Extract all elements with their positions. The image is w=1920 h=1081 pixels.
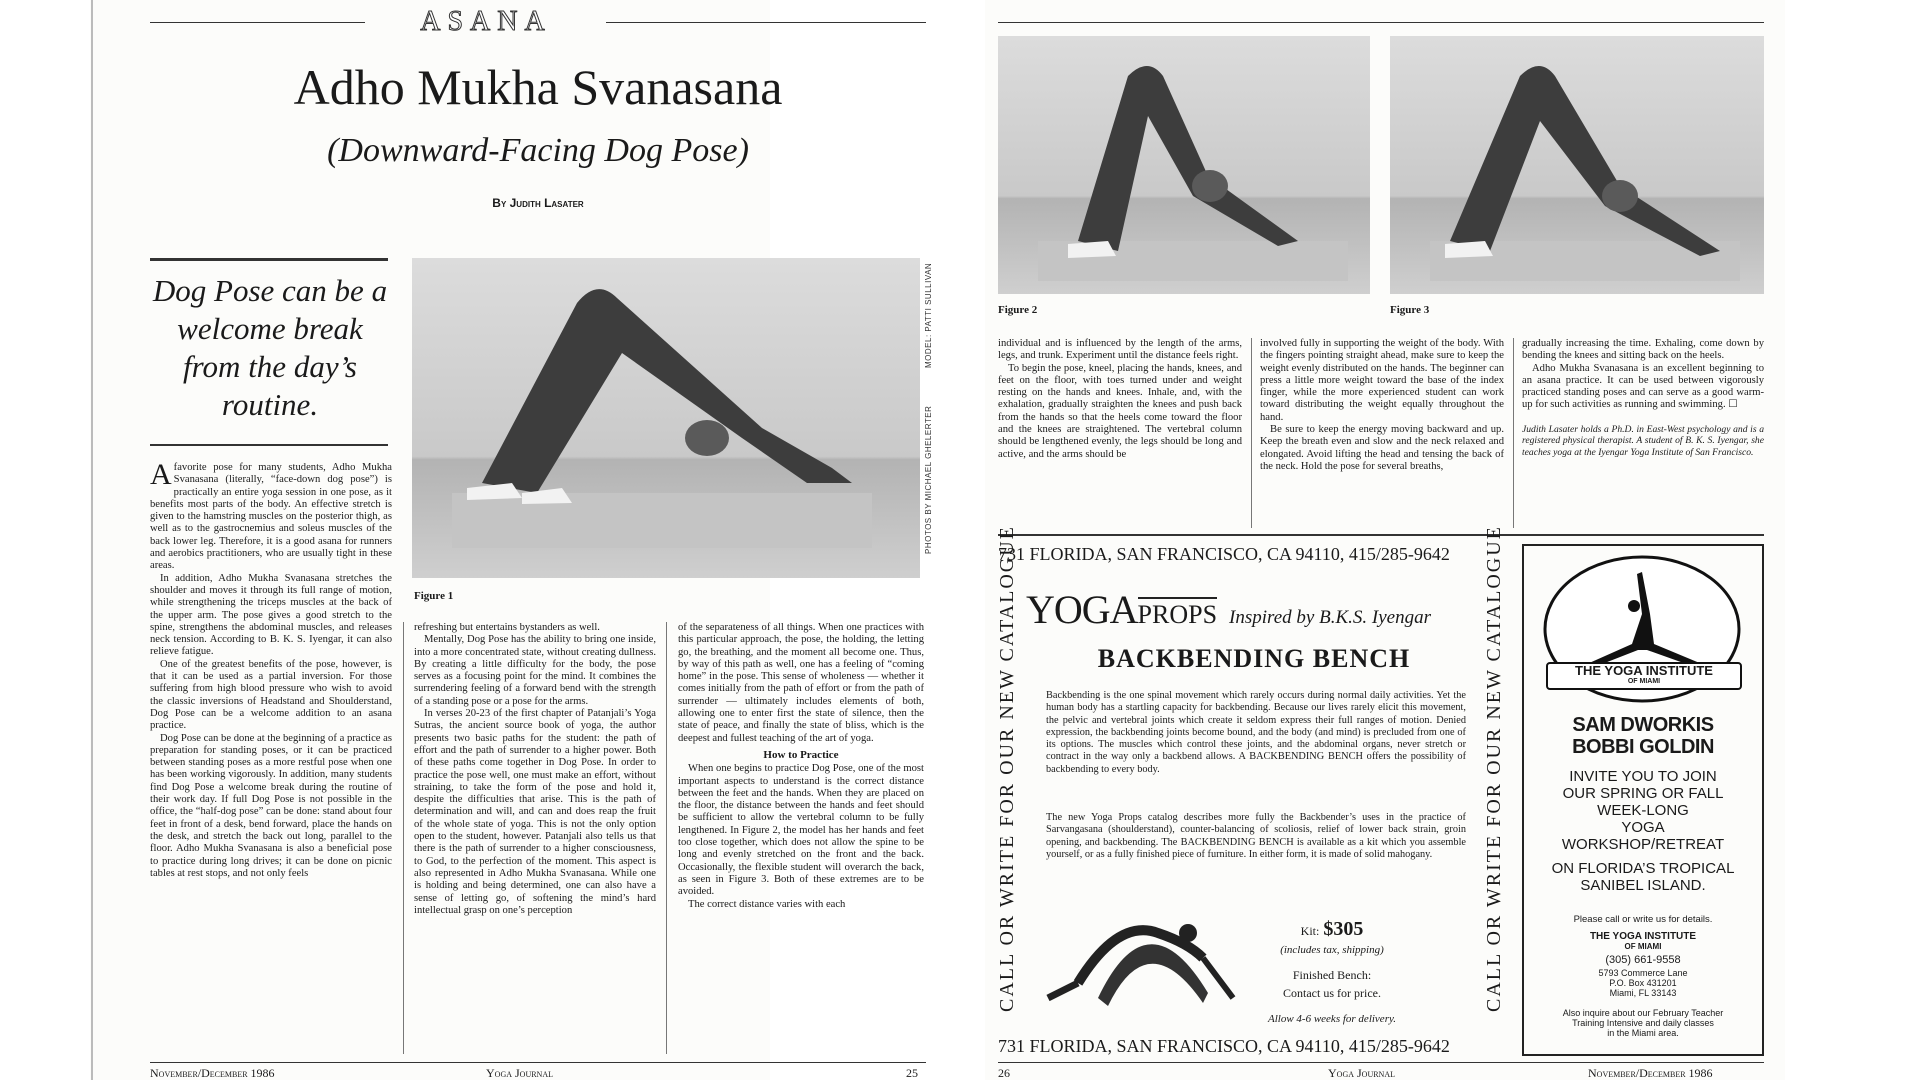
yoga-institute-ad xyxy=(1522,544,1764,1056)
right-divider-1 xyxy=(1251,338,1252,528)
photo-credit: PHOTOS BY MICHAEL GHELERTER xyxy=(924,405,933,554)
ad1-address-top: 731 FLORIDA, SAN FRANCISCO, CA 94110, 415/285-9642 xyxy=(998,544,1450,564)
ad2-invite-line: INVITE YOU TO JOIN xyxy=(1569,768,1717,785)
right-column-c xyxy=(1522,338,1764,528)
col1-para-2: In addition, Adho Mukha Svanasana stretches the shoulder and moves it through its full range of motion, while strengthening the triceps muscles at the back of the upper arm. The pose gives a good stretch to the spine, strengthens the abdominal muscles, and releases neck tension. According to B. K. S. Iyengar, it can also relieve fatigue. xyxy=(150,572,392,658)
column-divider-1 xyxy=(403,622,404,1054)
column-divider-2 xyxy=(666,622,667,1054)
figure2-photo xyxy=(998,36,1370,294)
ad2-please: Please call or write us for details. xyxy=(1573,914,1713,925)
ad2-invite-line: WORKSHOP/RETREAT xyxy=(1561,836,1725,853)
ad2-inquire-line: Training Intensive and daily classes xyxy=(1572,1018,1714,1028)
ad2-names-1: SAM DWORKIS xyxy=(1572,714,1714,736)
ad1-address-bottom: 731 FLORIDA, SAN FRANCISCO, CA 94110, 415/285-9642 xyxy=(998,1036,1450,1056)
ad2-location-line: ON FLORIDA’S TROPICAL xyxy=(1551,860,1735,877)
ad2-inquire-line: Also inquire about our February Teacher xyxy=(1562,1008,1724,1018)
ad2-names-2: BOBBI GOLDIN xyxy=(1572,736,1714,758)
col2-para-3: In verses 20-23 of the first chapter of Patanjali’s Yoga Sutras, the ancient source book of yoga, the author presents two basic paths for the student: the path of effort and the path of surrender to a higher power. Both of these paths come together in Dog Pose. In order to practice the pose well, one must make an effort, without straining, to take the form of the pose and hold it, despite the difficulties that arise. This is the path of determination and will, and can and does reap the fruit of the whole state of yoga. This is not the only option open to the student, however. Patanjali also tells us that there is the path of surrender to a higher consciousness, to God, to the perfection of the moment. This aspect is also represented in Adho Mukha Svanasana. While one is holding and being determined, one can also have a sense of letting go, of softening the mind’s hard intellectual grasp on one’s perception xyxy=(414,708,656,916)
ad2-org-line2: OF MIAMI xyxy=(1624,942,1662,951)
figure1-caption: Figure 1 xyxy=(414,590,454,602)
colB-para-2: Be sure to keep the energy moving backward and up. Keep the breath even and slow and the neck relaxed and elongated. Avoid lifting the head and tensing the back of the neck. Hold the pose for several breaths, xyxy=(1260,424,1504,472)
colC-para-2: Adho Mukha Svanasana is an excellent beginning to an asana practice. It can be used between vigorously practiced standing poses and can serve as a good warm-up for such activities as running and swimming. ☐ xyxy=(1522,362,1764,411)
left-footer-rule xyxy=(150,1062,926,1063)
pullquote-bottom-rule xyxy=(150,444,388,446)
ad1-para-1: Backbending is the one spinal movement which rarely occurs during normal daily activities. Yet the human body has a startling capacity for backbending. Because our lives rarely elicit this movement, the pelvic and vertebral joints which create it seldom express their full ranges of motion. Denied expression, the backbending joints become bound, and the body (and mind) is precluded from one of its options. The muscles which control these joints, and the abdominal organs, never stretch or contract in the way only a backbend allows. A BACKBENDING BENCH offers the possibility of backbending to every body. xyxy=(1046,690,1466,775)
ad1-finished-label: Finished Bench: xyxy=(1292,968,1372,982)
ad1-headline: BACKBENDING BENCH xyxy=(1097,644,1411,673)
right-divider-2 xyxy=(1513,338,1514,528)
header-rule-left xyxy=(150,22,365,23)
right-header-rule xyxy=(998,22,1764,23)
how-to-practice-heading: How to Practice xyxy=(763,748,839,761)
article-column-1 xyxy=(150,462,392,1054)
pullquote-top-rule xyxy=(150,258,388,261)
ad2-inquire xyxy=(1524,1008,1762,1038)
left-page-edge xyxy=(91,0,93,1080)
ad2-logo-banner xyxy=(1546,662,1742,690)
left-footer-page: 25 xyxy=(906,1066,918,1080)
ad2-org xyxy=(1524,932,1762,952)
ad2-location-line: SANIBEL ISLAND. xyxy=(1580,877,1706,894)
ad1-kit xyxy=(1262,918,1402,941)
colB-para-1: involved fully in supporting the weight of the body. With the fingers pointing straight ahead, make sure to keep the weight evenly distributed on the hands. The beginner can press a little more weight toward the base of the index finger, while the more experienced student can work toward distributing the weight equally throughout the hand. xyxy=(1260,338,1504,423)
left-footer-journal: Yoga Journal xyxy=(486,1066,553,1080)
article-column-2 xyxy=(414,622,656,1054)
ad2-address xyxy=(1524,968,1762,998)
backbending-bench-illustration xyxy=(1038,888,1248,1013)
colC-para-1: gradually increasing the time. Exhaling, come down by bending the knees and sitting back on the heels. xyxy=(1522,338,1764,362)
author-bio: Judith Lasater holds a Ph.D. in East-West psychology and is a registered physical therapist. A student of B. K. S. Iyengar, she teaches yoga at the Iyengar Yoga Institute of San Francisco. xyxy=(1522,423,1764,458)
right-column-a xyxy=(998,338,1242,528)
col3-para-1: of the separateness of all things. When one practices with this particular approach, the pose, the holding, the letting go, the breathing, and the moment all become one. Thus, by way of this path as well, one has a feeling of “coming home” in the pose. This sense of wholeness — whether it comes initially from the path of effort or from the path of surrender — ultimately includes elements of both, allowing one to enter first the state of silence, then the state of peace, and finally the state of bliss, which is the deepest and fullest teaching of the art of yoga. xyxy=(678,622,924,744)
ad2-address-line: Miami, FL 33143 xyxy=(1609,988,1677,998)
ad2-invite xyxy=(1524,768,1762,853)
ad1-delivery: Allow 4-6 weeks for delivery. xyxy=(1268,1013,1396,1025)
ad1-tagline: Inspired by B.K.S. Iyengar xyxy=(1229,607,1431,628)
ad1-kit-label: Kit: xyxy=(1300,924,1320,938)
colA-para-2: To begin the pose, kneel, placing the hands, knees, and feet on the floor, with toes turned under and weight resting on the hands and knees. Inhale, and, with the exhalation, gradually straighten the knees and push back from the hands so that the heels come toward the floor and the knees are straightened. The vertebral column should be lengthened evenly, the legs should be long and active, and the arms should be xyxy=(998,362,1242,460)
yogaprops-ad xyxy=(996,525,1505,1060)
ad1-brand-yoga: YOGA xyxy=(1026,587,1138,632)
drop-cap: A xyxy=(150,462,172,491)
ad1-side-text-left: CALL OR WRITE FOR OUR NEW CATALOGUE xyxy=(996,525,1018,1012)
ad2-invite-line: YOGA xyxy=(1621,819,1665,836)
col3-para-2: When one begins to practice Dog Pose, one of the most important aspects to understand is the correct distance between the feet and the hands. When they are placed on the floor, the distance between the hands and feet should be sufficient to allow the vertebral column to be fully lengthened. In Figure 2, the model has her hands and feet too close together, which does not allow the spine to be long and evenly stretched on the front and the back. Occasionally, the flexible student will overarch the back, as seen in Figure 3. Both of these extremes are to be avoided. xyxy=(678,763,924,898)
col3-para-3: The correct distance varies with each xyxy=(688,898,846,910)
ad2-logo-line2: OF MIAMI xyxy=(1627,678,1661,685)
right-footer-rule xyxy=(998,1062,1764,1063)
figure1-photo xyxy=(412,258,920,578)
ad2-address-line: P.O. Box 431201 xyxy=(1609,978,1677,988)
figure2-caption: Figure 2 xyxy=(998,304,1038,316)
col2-para-1: refreshing but entertains bystanders as well. xyxy=(414,622,600,633)
col1-para-4: Dog Pose can be done at the beginning of a practice as preparation for standing poses, or it can be practiced between standing poses as a more restful pose when one has been working vigorously. In addition, many students find Dog Pose a welcome break during the routine of their work day. If full Dog Pose is not possible in the office, the “half-dog pose” can be done: stand about four feet in front of a desk, bend forward, place the hands on the desk, and stretch the back out long, parallel to the floor. Adho Mukha Svanasana is also a beneficial pose to practice during long drives; it can be done on picnic tables at rest stops, and not only feels xyxy=(150,732,392,879)
ad1-kit-note: (includes tax, shipping) xyxy=(1280,944,1384,956)
ad2-phone: (305) 661-9558 xyxy=(1605,954,1681,966)
figure3-photo xyxy=(1390,36,1764,294)
ad1-brand-props: PROPS xyxy=(1138,597,1218,629)
ad1-para-2: The new Yoga Props catalog describes more fully the Backbender’s uses in the practice of Sarvangasana (shoulderstand), counter-balancing of scoliosis, relief of lower back strain, groin opening, and backbending. The BACKBENDING BENCH is available as a kit which you assemble yourself, or as a fully finished piece of furniture. In either form, it is made of solid mahogany. xyxy=(1046,812,1466,860)
right-footer-page: 26 xyxy=(998,1066,1010,1080)
ad1-side-text-right: CALL OR WRITE FOR OUR NEW CATALOGUE xyxy=(1483,525,1505,1012)
figure3-caption: Figure 3 xyxy=(1390,304,1430,316)
ad2-inquire-line: in the Miami area. xyxy=(1607,1028,1679,1038)
ad2-invite-line: WEEK-LONG xyxy=(1597,802,1689,819)
right-footer-journal: Yoga Journal xyxy=(1328,1066,1395,1080)
right-mid-rule xyxy=(998,534,1764,536)
article-subtitle: (Downward-Facing Dog Pose) xyxy=(327,132,749,169)
col1-para-3: One of the greatest benefits of the pose, however, is that it can be used as a partial inversion. For those suffering from high blood pressure who wish to avoid the classic inversions of Headstand and Shoulderstand, Dog Pose can be a welcome addition to an asana practice. xyxy=(150,658,392,732)
byline: By Judith Lasater xyxy=(492,196,584,210)
ad2-org-line1: THE YOGA INSTITUTE xyxy=(1589,931,1697,942)
col1-para-1: Afavorite pose for many students, Adho Mukha Svanasana (literally, “face-down dog pose”) is practically an entire yoga session in one pose, as it benefits most parts of the body. An effective stretch is given to the hamstring muscles on the posterior thigh, as well as to the gastrocnemius and soleus muscles of the back lower leg. Therefore, it is a good asana for runners and aerobics practitioners, who are usually tight in these areas. xyxy=(150,462,392,572)
pull-quote: Dog Pose can be a welcome break from the day’s routine. xyxy=(152,273,388,422)
article-column-3 xyxy=(678,622,924,1054)
section-label: ASANA xyxy=(420,6,552,37)
left-footer-date: November/December 1986 xyxy=(150,1066,275,1080)
ad2-logo-line1: THE YOGA INSTITUTE xyxy=(1575,663,1713,678)
ad2-invite-line: OUR SPRING OR FALL xyxy=(1562,785,1724,802)
article-title: Adho Mukha Svanasana xyxy=(293,59,783,115)
ad2-address-line: 5793 Commerce Lane xyxy=(1598,968,1688,978)
ad2-location xyxy=(1524,860,1762,894)
col2-para-2: Mentally, Dog Pose has the ability to bring one inside, into a more concentrated state, without creating dullness. By creating a little difficulty for the body, the pose serves as a focusing point for the mind. It combines the surrendering feeling of a forward bend with the strength of a standing pose or a pose for the arms. xyxy=(414,634,656,707)
header-rule-right xyxy=(606,22,926,23)
colA-para-1: individual and is influenced by the length of the arms, legs, and trunk. Experiment until the distance feels right. xyxy=(998,338,1242,362)
ad1-finished-note: Contact us for price. xyxy=(1283,986,1381,1000)
right-footer-date: November/December 1986 xyxy=(1588,1066,1713,1080)
ad1-brand xyxy=(1026,586,1482,633)
model-credit: MODEL: PATTI SULLIVAN xyxy=(924,262,933,368)
right-column-b xyxy=(1260,338,1504,528)
ad1-kit-price: $305 xyxy=(1323,918,1364,940)
